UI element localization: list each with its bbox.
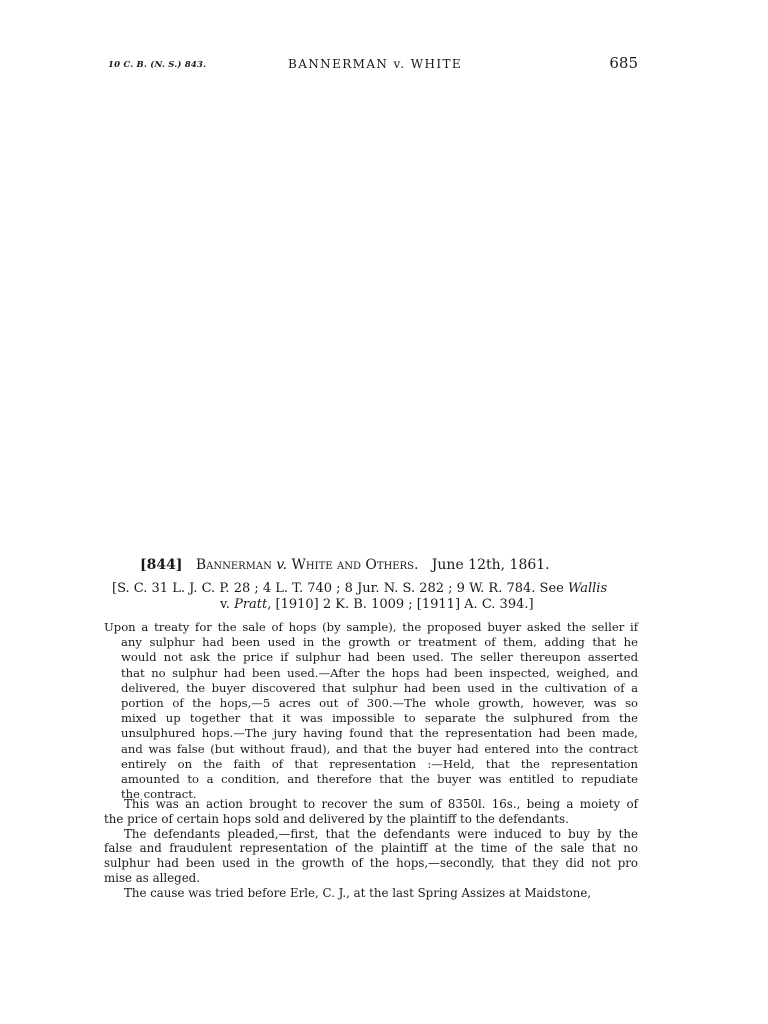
headnote-line: mixed up together that it was impossible to separate the sulphured from the <box>121 711 638 726</box>
headnote <box>104 620 638 802</box>
paragraph <box>104 827 638 886</box>
citation-text-2b: , [1910] 2 K. B. 1009 ; [1911] A. C. 394.] <box>267 597 534 612</box>
headnote-line: portion of the hops,—5 acres out of 300.—The whole growth, however, was so <box>121 696 638 711</box>
citation-line-1 <box>112 581 640 597</box>
body-line: sulphur had been used in the growth of the hops,—secondly, that they did not pro <box>104 856 638 871</box>
headnote-line: any sulphur had been used in the growth or treatment of them, adding that he <box>121 635 638 650</box>
citation-text-2a: v. <box>220 597 235 612</box>
report-citation: 10 C. B. (N. S.) 843. <box>108 60 207 70</box>
case-date: June 12th, 1861. <box>431 557 550 573</box>
case-page-marker: [844] <box>140 557 183 573</box>
party-plaintiff: Bannerman <box>195 557 272 573</box>
body-line: This was an action brought to recover the sum of 8350l. 16s., being a moiety of <box>124 797 638 811</box>
paragraph <box>104 797 638 827</box>
citation-text-1: [S. C. 31 L. J. C. P. 28 ; 4 L. T. 740 ; 8 Jur. N. S. 282 ; 9 W. R. 784. See <box>112 581 568 596</box>
citation-line-2 <box>112 597 640 613</box>
headnote-line: unsulphured hops.—The jury having found that the representation had been made, <box>121 726 638 741</box>
cited-case-pratt: Pratt <box>234 597 268 612</box>
running-title: BANNERMAN v. WHITE <box>288 57 463 71</box>
body-line: mise as alleged. <box>104 870 200 885</box>
cited-case-wallis: Wallis <box>567 581 608 596</box>
body-line: The cause was tried before Erle, C. J., at the last Spring Assizes at Maidstone, <box>124 885 592 900</box>
report-body <box>104 797 638 901</box>
versus: v. <box>276 557 288 573</box>
case-title <box>140 557 640 573</box>
paragraph <box>104 886 638 901</box>
party-defendants: White and Others. <box>291 557 419 573</box>
headnote-line: delivered, the buyer discovered that sulphur had been used in the cultivation of a <box>121 680 638 695</box>
headnote-line: amounted to a condition, and therefore that the buyer was entitled to repudiate <box>121 772 638 787</box>
page-header <box>108 54 640 76</box>
page-number: 685 <box>609 54 638 72</box>
headnote-line: would not ask the price if sulphur had been used. The seller thereupon asserted <box>121 650 638 665</box>
body-line: The defendants pleaded,—first, that the defendants were induced to buy by the <box>124 826 638 841</box>
headnote-line: Upon a treaty for the sale of hops (by sample), the proposed buyer asked the seller if <box>104 620 638 634</box>
headnote-line: that no sulphur had been used.—After the hops had been inspected, weighed, and <box>121 665 638 680</box>
body-line: the price of certain hops sold and delivered by the plaintiff to the defendants. <box>104 811 569 826</box>
headnote-line: and was false (but without fraud), and that the buyer had entered into the contract <box>121 741 638 756</box>
headnote-line: the contract. <box>121 787 197 802</box>
body-line: false and fraudulent representation of the plaintiff at the time of the sale that no <box>104 841 638 856</box>
headnote-line: entirely on the faith of that representation :—Held, that the representation <box>121 756 638 771</box>
parallel-citations <box>112 581 640 613</box>
